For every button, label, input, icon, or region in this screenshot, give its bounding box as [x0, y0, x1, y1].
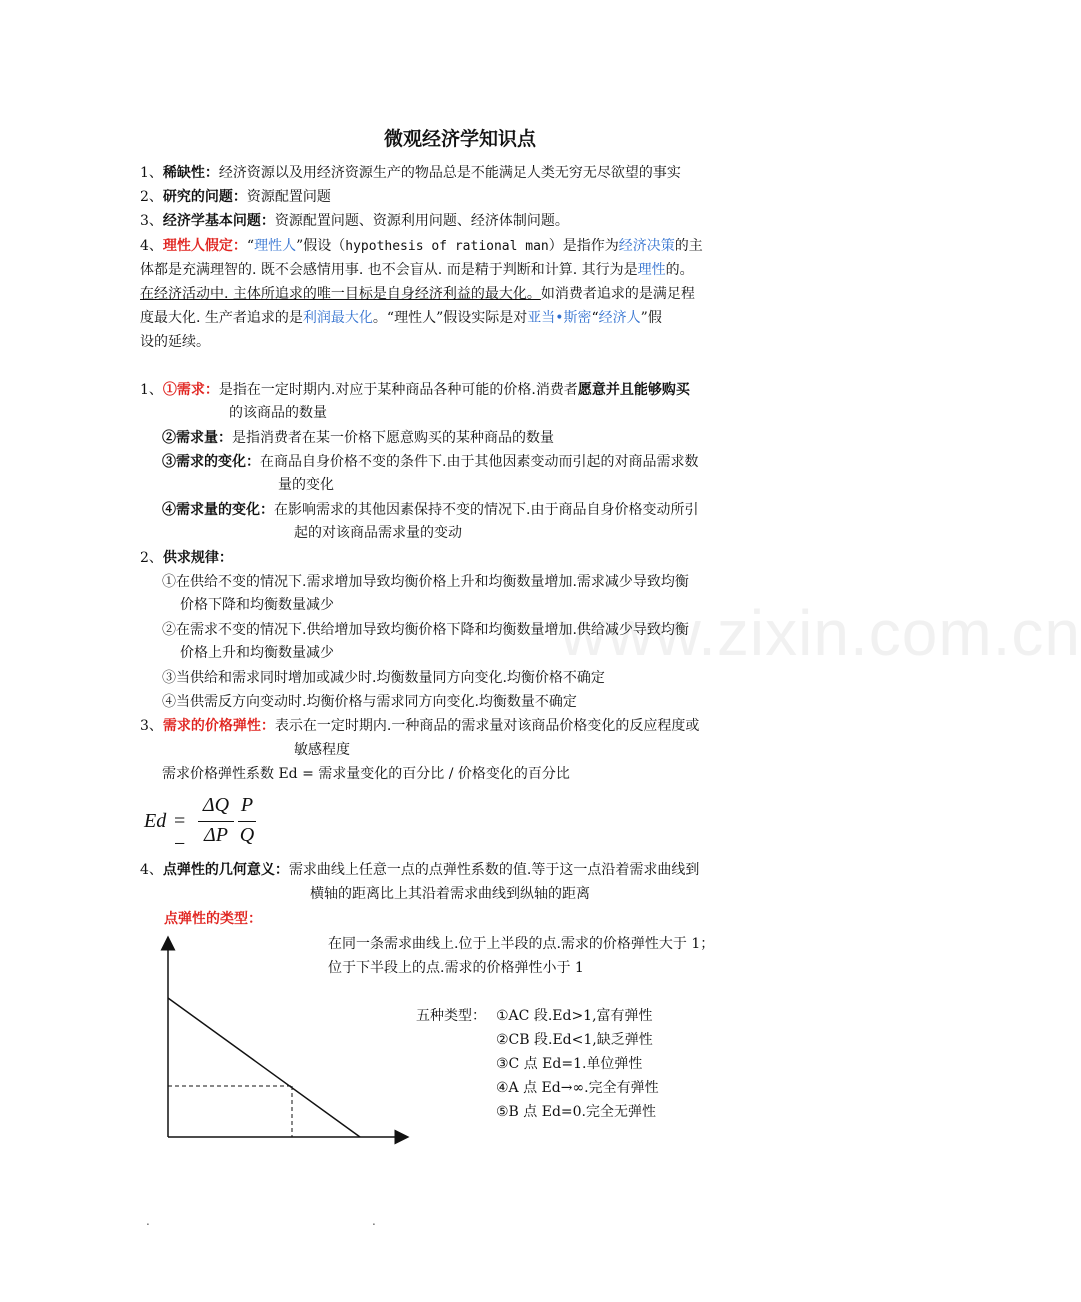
price-elasticity-cont: 敏感程度 — [294, 742, 350, 758]
watermark: www.zixin.com.cn — [560, 597, 1081, 669]
change-in-quantity-demanded-cont: 起的对该商品需求量的变动 — [294, 525, 462, 541]
type-2: ②CB 段.Ed<1,缺乏弹性 — [496, 1032, 653, 1048]
type-3: ③C 点 Ed=1.单位弹性 — [496, 1056, 643, 1072]
elasticity-desc-line1: 在同一条需求曲线上.位于上半段的点.需求的价格弹性大于 1； — [328, 936, 715, 952]
point-elasticity-geometry: 4、点弹性的几何意义：需求曲线上任意一点的点弹性系数的值.等于这一点沿着需求曲线到 — [140, 862, 700, 878]
formula-den-q: Q — [239, 824, 255, 846]
change-in-quantity-demanded: ④需求量的变化：在影响需求的其他因素保持不变的情况下.由于商品自身价格变动所引 — [162, 502, 699, 518]
change-in-demand: ③需求的变化：在商品自身价格不变的条件下.由于其他因素变动而引起的对商品需求数 — [162, 454, 699, 470]
point-elasticity-types-heading: 点弹性的类型： — [164, 911, 262, 927]
formula-lhs: Ed — [144, 810, 167, 832]
point-elasticity-geometry-cont: 横轴的距离比上其沿着需求曲线到纵轴的距离 — [310, 886, 590, 902]
law-item-2-cont: 价格上升和均衡数量减少 — [180, 645, 334, 661]
supply-demand-law-heading: 2、供求规律： — [140, 550, 233, 566]
demand-line — [168, 998, 360, 1137]
change-in-demand-cont: 量的变化 — [278, 477, 334, 493]
footer-dot-left: . — [146, 1214, 150, 1228]
quantity-demanded: ②需求量：是指消费者在某一价格下愿意购买的某种商品的数量 — [162, 430, 554, 446]
formula-num-p: P — [240, 794, 254, 816]
formula-den-dp: ΔP — [204, 824, 228, 846]
item-rational-man-line5: 设的延续。 — [140, 334, 210, 350]
footer-dot-right: . — [372, 1214, 376, 1228]
formula-bar-1 — [198, 821, 234, 822]
page-title: 微观经济学知识点 — [383, 128, 536, 150]
law-item-3: ③当供给和需求同时增加或减少时.均衡数量同方向变化.均衡价格不确定 — [162, 670, 605, 686]
elasticity-desc-line2: 位于下半段上的点.需求的价格弹性小于 1 — [328, 960, 584, 976]
type-1: ①AC 段.Ed>1,富有弹性 — [496, 1008, 653, 1024]
law-item-1: ①在供给不变的情况下.需求增加导致均衡价格上升和均衡数量增加.需求减少导致均衡 — [162, 574, 689, 590]
law-item-4: ④当供需反方向变动时.均衡价格与需求同方向变化.均衡数量不确定 — [162, 694, 577, 710]
item-scarcity: 1、稀缺性：经济资源以及用经济资源生产的物品总是不能满足人类无穷无尽欲望的事实 — [140, 165, 681, 181]
formula-equals-minus: = − — [174, 810, 186, 855]
five-types-label: 五种类型： — [416, 1008, 486, 1024]
demand-definition-cont: 的该商品的数量 — [229, 405, 327, 421]
type-4: ④A 点 Ed→∞.完全有弹性 — [496, 1080, 659, 1096]
item-rational-man-line1: 4、理性人假定：“理性人”假设（hypothesis of rational man）是指作为经济决策的主 — [140, 238, 703, 254]
elasticity-coefficient-text: 需求价格弹性系数 Ed = 需求量变化的百分比 / 价格变化的百分比 — [162, 766, 570, 782]
price-elasticity: 3、需求的价格弹性：表示在一定时期内.一种商品的需求量对该商品价格变化的反应程度或 — [140, 718, 700, 734]
item-rational-man-line3: 在经济活动中. 主体所追求的唯一目标是自身经济利益的最大化。如消费者追求的是满足程 — [140, 286, 695, 302]
law-item-1-cont: 价格下降和均衡数量减少 — [180, 597, 334, 613]
item-rational-man-line2: 体都是充满理智的. 既不会感情用事. 也不会盲从. 而是精于判断和计算. 其行为是理性的。 — [140, 262, 694, 278]
item-basic-problems: 3、经济学基本问题：资源配置问题、资源利用问题、经济体制问题。 — [140, 213, 569, 229]
formula-num-dq: ΔQ — [202, 794, 230, 816]
type-5: ⑤B 点 Ed=0.完全无弹性 — [496, 1104, 657, 1120]
demand-definition: 1、①需求：是指在一定时期内.对应于某种商品各种可能的价格.消费者愿意并且能够购买 — [140, 382, 690, 398]
law-item-2: ②在需求不变的情况下.供给增加导致均衡价格下降和均衡数量增加.供给减少导致均衡 — [162, 622, 689, 638]
item-research-problem: 2、研究的问题：资源配置问题 — [140, 189, 331, 205]
formula-bar-2 — [238, 821, 256, 822]
item-rational-man-line4: 度最大化. 生产者追求的是利润最大化。“理性人”假设实际是对亚当•斯密“经济人”假 — [140, 310, 662, 326]
